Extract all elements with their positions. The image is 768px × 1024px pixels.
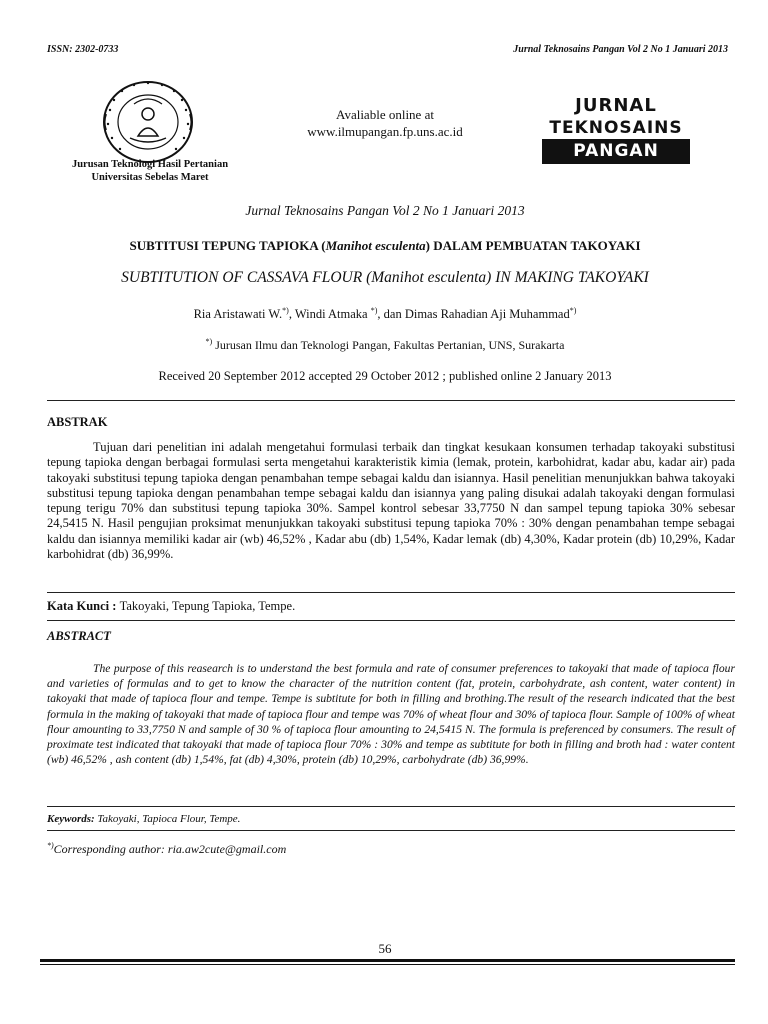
- divider: [47, 620, 735, 621]
- divider: [47, 400, 735, 401]
- bottom-rule-thin: [40, 964, 735, 965]
- corresponding-author-email[interactable]: Corresponding author: ria.aw2cute@gmail.com: [53, 842, 287, 856]
- journal-running-header: Jurnal Teknosains Pangan Vol 2 No 1 Januari 2013: [513, 44, 728, 55]
- affiliation: [30, 337, 740, 353]
- affiliation-text: Jurusan Ilmu dan Teknologi Pangan, Fakultas Pertanian, UNS, Surakarta: [212, 338, 565, 352]
- author-footnote-mark: *): [370, 306, 378, 315]
- institution-university: Universitas Sebelas Maret: [91, 172, 209, 183]
- author-name: Ria Aristawati W.: [193, 307, 283, 322]
- keywords-label: Keywords:: [47, 813, 95, 825]
- divider: [47, 592, 735, 593]
- journal-logo: [542, 91, 690, 164]
- title-id-part2: ) DALAM PEMBUATAN TAKOYAKI: [425, 238, 641, 253]
- keywords-indonesian: [47, 599, 295, 614]
- page-number: 56: [378, 941, 392, 956]
- author-name: , Windi Atmaka: [288, 307, 371, 322]
- logo-word-teknosains: TEKNOSAINS: [549, 118, 683, 138]
- keywords-text: Takoyaki, Tapioca Flour, Tempe.: [94, 813, 241, 825]
- received-dates: Received 20 September 2012 accepted 29 October 2012 ; published online 2 January 2013: [158, 369, 612, 383]
- issn-header: ISSN: 2302-0733: [47, 44, 119, 55]
- abstrak-body: Tujuan dari penelitian ini adalah mengetahui formulasi terbaik dan tingkat kesukaan konsumen terhadap takoyaki substitusi tepung tapioka dengan berbagai formulasi serta mengetahui karakteristik kimia (lemak, protein, karbohidrat, kadar abu, kadar air) pada takoyaki substitusi tepung tapioka dengan penambahan tempe sebagai kaldu dan isiannya. Hasil penelitian menunjukkan bahwa takoyaki substitusi tepung tapioka dengan penambahan tempe sebagai kaldu dan isiannya yang paling disukai adalah takoyaki dengan formulasi tepung terigu 70% dan substitusi tepung tapioka 30%. Sampel kontrol sebesar 33,7750 N dan sampel tepung tapioka 30% sebesar 24,5415 N. Hasil pengujian proksimat menunjukkan takoyaki substitusi tepung tapioka 70% : 30% dengan penambahan tempe sebagai kaldu dan isiannya memiliki kadar air (wb) 46,52% , Kadar abu (db) 1,54%, Kadar lemak (db) 4,30%, Kadar protein (db) 10,29%, Kadar karbohidrat (db) 36,99%.: [47, 440, 735, 562]
- author-list: [30, 306, 740, 322]
- keywords-english: [47, 813, 240, 825]
- institution-department: Jurusan Teknologi Hasil Pertanian: [71, 159, 229, 170]
- keywords-text: Takoyaki, Tepung Tapioka, Tempe.: [119, 599, 296, 613]
- title-id-part1: SUBTITUSI TEPUNG TAPIOKA (: [129, 238, 326, 253]
- corresponding-author-footnote: [47, 841, 286, 857]
- institution-name: [30, 158, 270, 184]
- abstract-body: The purpose of this reasearch is to understand the best formula and rate of consumer preferences to takoyaki that made of tapioca flour and varieties of formulas and to get to know the character of the nutrition content (fat, protein, carbohydrate, ash content, water content) in takoyaki that made of tapioca flour and tempe. Tempe is subtitute for both in filling and brothing.The result of the research indicated that the best formula in the making of takoyaki that made of tapioca flour and tempe was 70% of wheat flour and 30% of tapioca flour. Sample of 100% of wheat flour amounting to 33,7750 N and sample of 30 % of tapioca flour amounting to 24,5415 N. The formula is preferenced by consumers. The result of proximate test indicated that takoyaki that made of tapioca flour 70% : 30% and tempe as subtitute for both in filling and broth had : water content (wb) 46,52% , ash content (db) 1,54%, fat (db) 4,30%, protein (db) 10,29%, carbohydrate (db) 36,99%.: [47, 662, 735, 767]
- journal-url-link[interactable]: www.ilmupangan.fp.uns.ac.id: [307, 124, 463, 139]
- divider: [47, 830, 735, 831]
- footnote-mark: *): [47, 841, 54, 850]
- keywords-label: Kata Kunci :: [47, 599, 120, 613]
- author-footnote-mark: *): [282, 306, 289, 315]
- journal-issue-line: Jurnal Teknosains Pangan Vol 2 No 1 Januari 2013: [245, 203, 525, 218]
- divider: [47, 806, 735, 807]
- university-seal-logo: [100, 80, 196, 164]
- author-footnote-mark: *): [569, 306, 577, 315]
- availability-block: [280, 106, 490, 140]
- availability-label: Avaliable online at: [336, 107, 434, 122]
- abstrak-heading: ABSTRAK: [47, 415, 108, 429]
- logo-word-jurnal: JURNAL: [575, 95, 657, 116]
- logo-word-pangan: PANGAN: [542, 139, 690, 164]
- article-title-indonesian: [30, 238, 740, 254]
- affiliation-mark: *): [205, 337, 213, 346]
- article-title-english: SUBTITUTION OF CASSAVA FLOUR (Manihot esculenta) IN MAKING TAKOYAKI: [121, 269, 649, 286]
- title-id-species: Manihot esculenta: [325, 238, 426, 253]
- abstract-heading: ABSTRACT: [47, 629, 111, 643]
- author-name: , dan Dimas Rahadian Aji Muhammad: [377, 307, 570, 322]
- bottom-rule-thick: [40, 959, 735, 962]
